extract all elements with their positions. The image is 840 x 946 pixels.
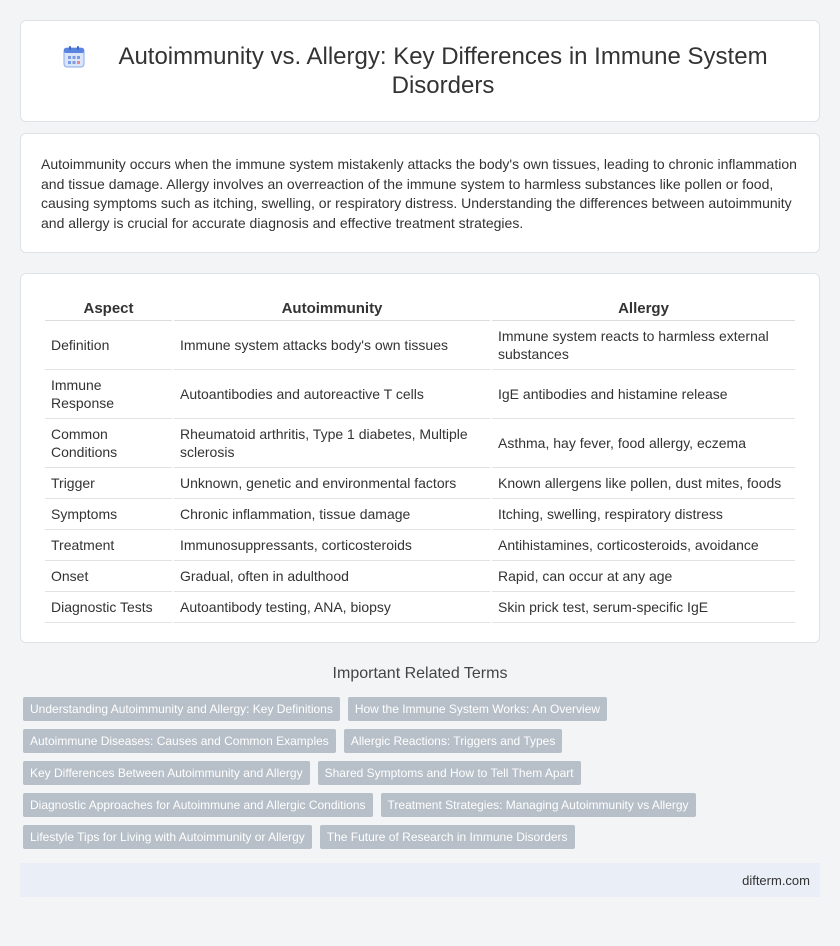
allergy-cell: Asthma, hay fever, food allergy, eczema — [492, 419, 795, 468]
title-wrap — [61, 42, 779, 100]
footer-site-name: difterm.com — [742, 872, 810, 888]
related-terms-list — [23, 697, 818, 849]
related-term-link[interactable]: Lifestyle Tips for Living with Autoimmunity or Allergy — [23, 825, 312, 849]
autoimmunity-cell: Rheumatoid arthritis, Type 1 diabetes, Multiple sclerosis — [174, 419, 490, 468]
aspect-cell: Onset — [45, 561, 172, 592]
allergy-cell: IgE antibodies and histamine release — [492, 370, 795, 419]
related-term-link[interactable]: Allergic Reactions: Triggers and Types — [344, 729, 563, 753]
allergy-cell: Antihistamines, corticosteroids, avoidance — [492, 530, 795, 561]
header-allergy: Allergy — [492, 296, 795, 321]
autoimmunity-cell: Autoantibody testing, ANA, biopsy — [174, 592, 490, 623]
table-row — [45, 370, 795, 419]
header-aspect: Aspect — [45, 296, 172, 321]
footer — [20, 863, 820, 897]
allergy-cell: Skin prick test, serum-specific IgE — [492, 592, 795, 623]
related-term-link[interactable]: Key Differences Between Autoimmunity and Allergy — [23, 761, 310, 785]
page-title: Autoimmunity vs. Allergy: Key Differences in Immune System Disorders — [118, 43, 768, 99]
calendar-icon — [61, 44, 87, 70]
autoimmunity-cell: Autoantibodies and autoreactive T cells — [174, 370, 490, 419]
autoimmunity-cell: Immune system attacks body's own tissues — [174, 321, 490, 370]
intro-card — [20, 133, 820, 253]
aspect-cell: Definition — [45, 321, 172, 370]
intro-text: Autoimmunity occurs when the immune system mistakenly attacks the body's own tissues, leading to chronic inflammation and tissue damage. Allergy involves an overreaction of the immune system to harmless substances like pollen or food, causing symptoms such as itching, swelling, or respiratory distress. Understanding the differences between autoimmunity and allergy is crucial for accurate diagnosis and effective treatment strategies. — [41, 156, 797, 231]
autoimmunity-cell: Unknown, genetic and environmental factors — [174, 468, 490, 499]
aspect-cell: Trigger — [45, 468, 172, 499]
table-row — [45, 499, 795, 530]
aspect-cell: Treatment — [45, 530, 172, 561]
related-term-link[interactable]: Shared Symptoms and How to Tell Them Apart — [318, 761, 581, 785]
allergy-cell: Known allergens like pollen, dust mites, foods — [492, 468, 795, 499]
allergy-cell: Itching, swelling, respiratory distress — [492, 499, 795, 530]
related-term-link[interactable]: Treatment Strategies: Managing Autoimmunity vs Allergy — [381, 793, 696, 817]
allergy-cell: Immune system reacts to harmless external substances — [492, 321, 795, 370]
table-row — [45, 530, 795, 561]
aspect-cell: Symptoms — [45, 499, 172, 530]
related-terms-title: Important Related Terms — [332, 665, 508, 682]
table-row — [45, 419, 795, 468]
autoimmunity-cell: Gradual, often in adulthood — [174, 561, 490, 592]
comparison-table-card — [20, 273, 820, 643]
table-row — [45, 321, 795, 370]
related-term-link[interactable]: Autoimmune Diseases: Causes and Common Examples — [23, 729, 336, 753]
table-row — [45, 561, 795, 592]
header-card — [20, 20, 820, 122]
comparison-table — [43, 296, 797, 623]
aspect-cell: Immune Response — [45, 370, 172, 419]
aspect-cell: Diagnostic Tests — [45, 592, 172, 623]
table-row — [45, 468, 795, 499]
related-term-link[interactable]: How the Immune System Works: An Overview — [348, 697, 607, 721]
autoimmunity-cell: Chronic inflammation, tissue damage — [174, 499, 490, 530]
related-term-link[interactable]: The Future of Research in Immune Disorders — [320, 825, 575, 849]
table-row — [45, 592, 795, 623]
aspect-cell: Common Conditions — [45, 419, 172, 468]
autoimmunity-cell: Immunosuppressants, corticosteroids — [174, 530, 490, 561]
allergy-cell: Rapid, can occur at any age — [492, 561, 795, 592]
table-header-row — [45, 296, 795, 321]
header-autoimmunity: Autoimmunity — [174, 296, 490, 321]
related-term-link[interactable]: Understanding Autoimmunity and Allergy: Key Definitions — [23, 697, 340, 721]
related-term-link[interactable]: Diagnostic Approaches for Autoimmune and Allergic Conditions — [23, 793, 373, 817]
